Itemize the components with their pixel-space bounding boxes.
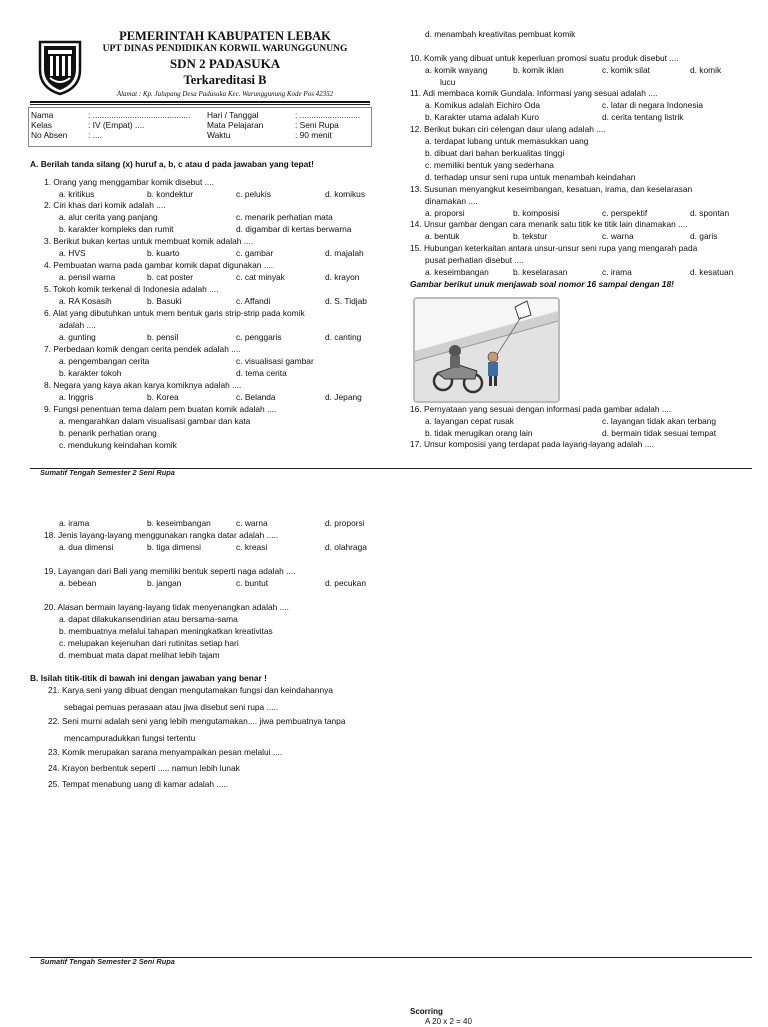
q11-option-d[interactable]: d. cerita tentang listrik <box>602 112 684 122</box>
q7-option-c[interactable]: c. visualisasi gambar <box>236 356 314 366</box>
kelas-label: Kelas <box>31 120 52 130</box>
question-13-cont: dinamakan .... <box>425 196 478 206</box>
q12-option-b[interactable]: b. dibuat dari bahan berkualitas tinggi <box>425 148 565 158</box>
question-23: 23. Komik merupakan sarana menyampaikan pesan melalui .... <box>48 747 283 757</box>
q16-option-b[interactable]: b. tidak merugikan orang lain <box>425 428 533 438</box>
q15-option-c[interactable]: c. irama <box>602 267 632 277</box>
q13-option-b[interactable]: b. komposisi <box>513 208 560 218</box>
q8-option-a[interactable]: a. Inggris <box>59 392 94 402</box>
header-address: Alamat : Kp. Jalupang Desa Padasuka Kec. Warunggunung Kode Pos 42352 <box>116 90 334 98</box>
question-21-cont: sebagai pemuas perasaan atau jiwa disebut seni rupa ..... <box>64 702 279 712</box>
q3-option-a[interactable]: a. HVS <box>59 248 86 258</box>
mapel-label: Mata Pelajaran <box>207 120 264 130</box>
question-24: 24. Krayon berbentuk seperti ..... namun lebih lunak <box>48 763 240 773</box>
question-17: 17. Unsur komposisi yang terdapat pada layang-layang adalah .... <box>410 439 654 449</box>
question-22-cont: mencampuradukkan fungsi tertentu <box>64 733 196 743</box>
q7-option-b[interactable]: b. karakter tokoh <box>59 368 122 378</box>
scoring-line: A 20 x 2 = 40 <box>425 1017 472 1026</box>
q6-option-a[interactable]: a. gunting <box>59 332 96 342</box>
header-dept: UPT DINAS PENDIDIKAN KORWIL WARUNGGUNUNG <box>102 44 348 54</box>
q16-option-a[interactable]: a. layangan cepat rusak <box>425 416 514 426</box>
q5-option-b[interactable]: b. Basuki <box>147 296 182 306</box>
q16-option-d[interactable]: d. bermain tidak sesuai tempat <box>602 428 717 438</box>
q5-option-a[interactable]: a. RA Kosasih <box>59 296 112 306</box>
q1-option-b[interactable]: b. kondektur <box>147 189 194 199</box>
q14-option-d[interactable]: d. garis <box>690 231 718 241</box>
q2-option-c[interactable]: c. menarik perhatian mata <box>236 212 333 222</box>
q11-option-b[interactable]: b. Karakter utama adalah Kuro <box>425 112 540 122</box>
q20-option-d[interactable]: d. membuat mata dapat melihat lebih tajam <box>59 650 220 660</box>
question-20: 20. Alasan bermain layang-layang tidak menyenangkan adalah .... <box>44 602 289 612</box>
header-rule-1 <box>30 101 370 103</box>
question-18: 18. Jenis layang-layang menggunakan rangka datar adalah ..... <box>44 530 279 540</box>
question-8: 8. Negara yang kaya akan karya komiknya adalah .... <box>44 380 242 390</box>
section-a-heading: A. Berilah tanda silang (x) huruf a, b, c atau d pada jawaban yang tepat! <box>30 159 314 169</box>
q20-option-a[interactable]: a. dapat dilakukansendirian atau bersama-sama <box>59 614 238 624</box>
question-6: 6. Alat yang dibutuhkan untuk mem bentuk garis strip-strip pada komik <box>44 308 305 318</box>
question-15-cont: pusat perhatian disebut .... <box>425 255 524 265</box>
question-15: 15. Hubungan keterkaitan antara unsur-unsur seni rupa yang mengarah pada <box>410 243 698 253</box>
q15-option-b[interactable]: b. keselarasan <box>513 267 568 277</box>
question-7: 7. Perbedaan komik dengan cerita pendek adalah .... <box>44 344 241 354</box>
q19-option-b[interactable]: b. jangan <box>147 578 182 588</box>
q17-option-b[interactable]: b. keseimbangan <box>147 518 211 528</box>
q1-option-d[interactable]: d. komikus <box>325 189 366 199</box>
hari-field[interactable]: : .......................... <box>295 110 361 120</box>
page-1-footer: Sumatif Tengah Semester 2 Seni Rupa <box>40 468 175 477</box>
q4-option-d[interactable]: d. krayon <box>325 272 360 282</box>
q11-option-a[interactable]: a. Komikus adalah Eichiro Oda <box>425 100 540 110</box>
q2-option-a[interactable]: a. alur cerita yang panjang <box>59 212 158 222</box>
q9-option-c[interactable]: c. mendukung keindahan komik <box>59 440 177 450</box>
scoring-title: Scorring <box>410 1007 443 1016</box>
q14-option-b[interactable]: b. tekstur <box>513 231 548 241</box>
q7-option-d[interactable]: d. tema cerita <box>236 368 287 378</box>
q13-option-c[interactable]: c. perspektif <box>602 208 648 218</box>
absen-label: No Absen <box>31 130 68 140</box>
question-21: 21. Karya seni yang dibuat dengan mengutamakan fungsi dan keindahannya <box>48 685 333 695</box>
kite-illustration <box>413 297 560 403</box>
question-6-cont: adalah .... <box>59 320 96 330</box>
question-3: 3. Berikut bukan kertas untuk membuat komik adalah .... <box>44 236 254 246</box>
question-11: 11. Adi membaca komik Gundala. Informasi yang sesuai adalah .... <box>410 88 658 98</box>
section-b-heading: B. Isilah titik-titik di bawah ini dengan jawaban yang benar ! <box>30 673 267 683</box>
header-rule-2 <box>30 104 370 105</box>
hari-label: Hari / Tanggal <box>207 110 259 120</box>
q15-option-d[interactable]: d. kesatuan <box>690 267 734 277</box>
header-accreditation: Terkareditasi B <box>183 73 267 87</box>
question-25: 25. Tempat menabung uang di kamar adalah ..... <box>48 779 229 789</box>
waktu-field: : 90 menit <box>295 130 332 140</box>
question-16: 16. Pernyataan yang sesuai dengan informasi pada gambar adalah .... <box>410 404 672 414</box>
q11-option-c[interactable]: c. latar di negara Indonesia <box>602 100 704 110</box>
q18-option-c[interactable]: c. kreasi <box>236 542 268 552</box>
question-19: 19. Layangan dari Bali yang memiliki bentuk seperti naga adalah .... <box>44 566 296 576</box>
page-2-footer: Sumatif Tengah Semester 2 Seni Rupa <box>40 957 175 966</box>
q17-option-a[interactable]: a. irama <box>59 518 90 528</box>
question-4: 4. Pembuatan warna pada gambar komik dapat digunakan .... <box>44 260 274 270</box>
question-9: 9. Fungsi penentuan tema dalam pem buatan komik adalah .... <box>44 404 277 414</box>
q14-option-a[interactable]: a. bentuk <box>425 231 460 241</box>
question-2: 2. Ciri khas dari komik adalah .... <box>44 200 166 210</box>
q12-option-d[interactable]: d. terhadap unsur seni rupa untuk menambah keindahan <box>425 172 636 182</box>
q8-option-d[interactable]: d. Jepang <box>325 392 362 402</box>
q8-option-c[interactable]: c. Belanda <box>236 392 276 402</box>
q16-option-c[interactable]: c. layangan tidak akan terbang <box>602 416 717 426</box>
kelas-field: : IV (Empat) .... <box>88 120 145 130</box>
q1-option-c[interactable]: c. pelukis <box>236 189 271 199</box>
q2-option-d[interactable]: d. digambar di kertas berwarna <box>236 224 352 234</box>
school-logo <box>36 36 84 96</box>
q2-option-b[interactable]: b. karakter kompleks dan rumit <box>59 224 174 234</box>
q9-option-d[interactable]: d. menambah kreativitas pembuat komik <box>425 29 576 39</box>
nama-field[interactable]: : .......................................... <box>88 110 191 120</box>
image-instruction: Gambar berikut unuk menjawab soal nomor 16 sampai dengan 18! <box>410 279 674 289</box>
q12-option-a[interactable]: a. terdapat lubang untuk memasukkan uang <box>425 136 589 146</box>
q10-option-b[interactable]: b. komik iklan <box>513 65 564 75</box>
q9-option-b[interactable]: b. penarik perhatian orang <box>59 428 157 438</box>
q18-option-b[interactable]: b. tiga dimensi <box>147 542 201 552</box>
question-13: 13. Susunan menyangkut keseimbangan, kesatuan, irama, dan keselarasan <box>410 184 693 194</box>
question-14: 14. Unsur gambar dengan cara menarik satu titik ke titik lain dinamakan .... <box>410 219 688 229</box>
q18-option-a[interactable]: a. dua dimensi <box>59 542 114 552</box>
q15-option-a[interactable]: a. keseimbangan <box>425 267 489 277</box>
q10-option-a[interactable]: a. komik wayang <box>425 65 488 75</box>
question-5: 5. Tokoh komik terkenal di Indonesia adalah .... <box>44 284 219 294</box>
q13-option-a[interactable]: a. proporsi <box>425 208 465 218</box>
header-gov: PEMERINTAH KABUPATEN LEBAK <box>119 29 331 43</box>
q19-option-d[interactable]: d. pecukan <box>325 578 366 588</box>
q10-option-d[interactable]: d. komik <box>690 65 722 75</box>
q8-option-b[interactable]: b. Korea <box>147 392 179 402</box>
q17-option-c[interactable]: c. warna <box>236 518 268 528</box>
q17-option-d[interactable]: d. proporsi <box>325 518 365 528</box>
nama-label: Nama <box>31 110 54 120</box>
question-1: 1. Orang yang menggambar komik disebut .... <box>44 177 214 187</box>
q18-option-d[interactable]: d. olahraga <box>325 542 367 552</box>
q6-option-d[interactable]: d. canting <box>325 332 362 342</box>
q1-option-a[interactable]: a. kritikus <box>59 189 95 199</box>
q19-option-a[interactable]: a. bebean <box>59 578 97 588</box>
question-12: 12. Berikut bukan ciri celengan daur ulang adalah .... <box>410 124 606 134</box>
q13-option-d[interactable]: d. spontan <box>690 208 730 218</box>
q20-option-c[interactable]: c. melupakan kejenuhan dari rutinitas setiap hari <box>59 638 239 648</box>
q5-option-c[interactable]: c. Affandi <box>236 296 271 306</box>
q10-option-a-cont: lucu <box>440 77 456 87</box>
q4-option-c[interactable]: c. cat minyak <box>236 272 285 282</box>
question-22: 22. Seni murni adalah seni yang lebih mengutamakan.... jiwa pembuatnya tanpa <box>48 716 346 726</box>
mapel-field: : Seni Rupa <box>295 120 339 130</box>
q10-option-c[interactable]: c. komik silat <box>602 65 650 75</box>
absen-field[interactable]: : .... <box>88 130 102 140</box>
q4-option-b[interactable]: b. cat poster <box>147 272 194 282</box>
q5-option-d[interactable]: d. S. Tidjab <box>325 296 367 306</box>
q6-option-b[interactable]: b. pensil <box>147 332 179 342</box>
waktu-label: Waktu <box>207 130 231 140</box>
q3-option-d[interactable]: d. majalah <box>325 248 364 258</box>
q19-option-c[interactable]: c. buntut <box>236 578 269 588</box>
q6-option-c[interactable]: c. penggaris <box>236 332 282 342</box>
q20-option-b[interactable]: b. membuatnya melalui tahapan meningkatkan kreativitas <box>59 626 273 636</box>
q9-option-a[interactable]: a. mengarahkan dalam visualisasi gambar dan kata <box>59 416 251 426</box>
q4-option-a[interactable]: a. pensil warna <box>59 272 116 282</box>
question-10: 10. Komik yang dibuat untuk keperluan promosi suatu produk disebut .... <box>410 53 679 63</box>
q3-option-c[interactable]: c. gambar <box>236 248 274 258</box>
q7-option-a[interactable]: a. pengembangan cerita <box>59 356 150 366</box>
q14-option-c[interactable]: c. warna <box>602 231 634 241</box>
q12-option-c[interactable]: c. memiliki bentuk yang sederhana <box>425 160 554 170</box>
q3-option-b[interactable]: b. kuarto <box>147 248 180 258</box>
header-school: SDN 2 PADASUKA <box>169 56 281 71</box>
